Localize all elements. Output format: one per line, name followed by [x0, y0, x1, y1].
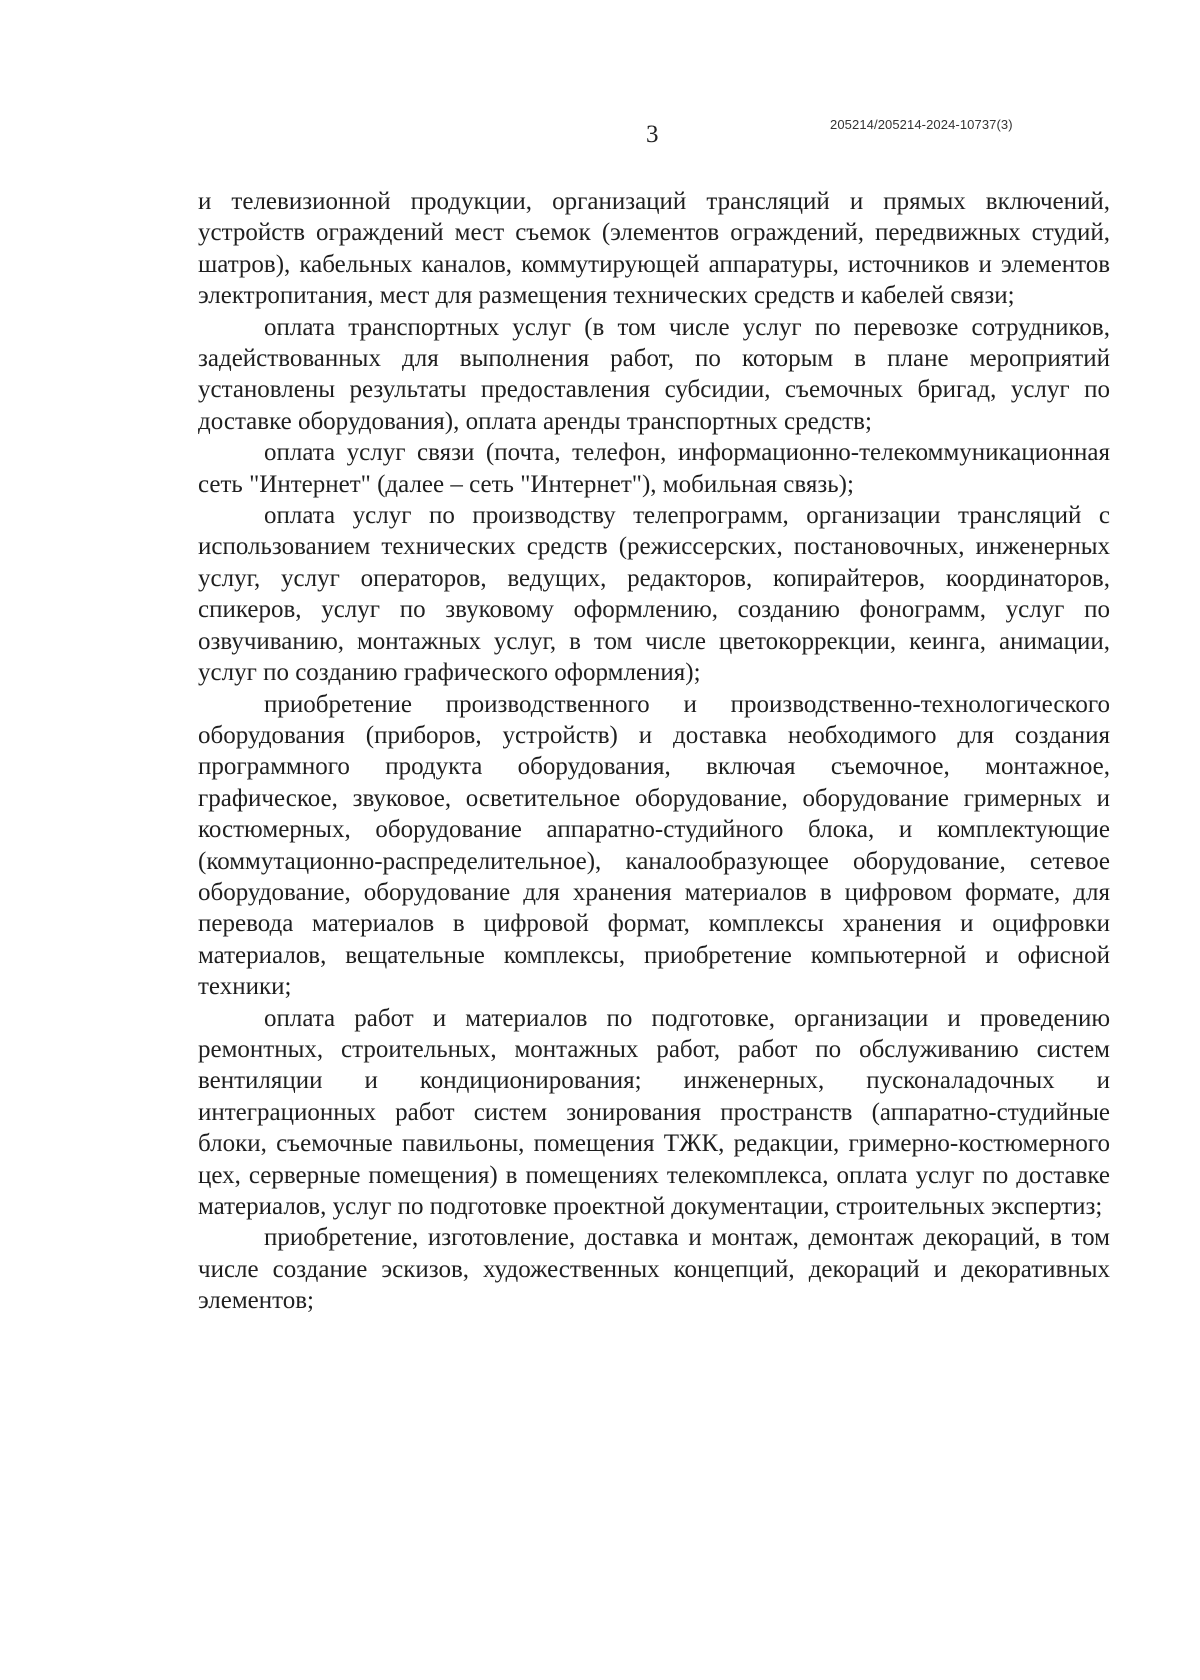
paragraph-transport-services: оплата транспортных услуг (в том числе услуг по перевозке сотрудников, задействованных для выполнения работ, по которым в плане мероприятий установлены результаты предоставления субсидии, съемочных бригад, услуг по доставке оборудования), оплата аренды транспортных средств;: [198, 313, 1110, 435]
paragraph-equipment-purchase: приобретение производственного и производственно-технологического оборудования (приборов, устройств) и доставка необходимого для создания программного продукта оборудования, включая съемочное, монтажное, графическое, звуковое, осветительное оборудование, оборудование гримерных и костюмерных, оборудование аппаратно-студийного блока, и комплектующие (коммутационно-распределительное), каналообразующее оборудование, сетевое оборудование, оборудование для хранения материалов в цифровом формате, для перевода материалов в цифровой формат, комплексы хранения и оцифровки материалов, вещательные комплексы, приобретение компьютерной и офисной техники;: [198, 690, 1110, 1001]
document-body: [198, 186, 1110, 1317]
paragraph-continuation: и телевизионной продукции, организаций трансляций и прямых включений, устройств ограждений мест съемок (элементов ограждений, передвижных студий, шатров), кабельных каналов, коммутирующей аппаратуры, источников и элементов электропитания, мест для размещения технических средств и кабелей связи;: [198, 188, 1110, 310]
paragraph-tv-production-services: оплата услуг по производству телепрограмм, организации трансляций с использованием технических средств (режиссерских, постановочных, инженерных услуг, услуг операторов, ведущих, редакторов, копирайтеров, координаторов, спикеров, услуг по звуковому оформлению, созданию фонограмм, услуг по озвучиванию, монтажных услуг, в том числе цветокоррекции, кеинга, анимации, услуг по созданию графического оформления);: [198, 502, 1110, 687]
paragraph-communication-services: оплата услуг связи (почта, телефон, информационно-телекоммуникационная сеть "Интернет" (далее – сеть "Интернет"), мобильная связь);: [198, 439, 1110, 498]
document-reference: 205214/205214-2024-10737(3): [830, 117, 1013, 132]
paragraph-repair-construction-works: оплата работ и материалов по подготовке, организации и проведению ремонтных, строительных, монтажных работ, работ по обслуживанию систем вентиляции и кондиционирования; инженерных, пусконаладочных и интеграционных работ систем зонирования пространств (аппаратно-студийные блоки, съемочные павильоны, помещения ТЖК, редакции, гримерно-костюмерного цех, серверные помещения) в помещениях телекомплекса, оплата услуг по доставке материалов, услуг по подготовке проектной документации, строительных экспертиз;: [198, 1004, 1110, 1220]
paragraph-decorations: приобретение, изготовление, доставка и монтаж, демонтаж декораций, в том числе создание эскизов, художественных концепций, декораций и декоративных элементов;: [198, 1224, 1110, 1315]
page-number: 3: [646, 121, 659, 148]
